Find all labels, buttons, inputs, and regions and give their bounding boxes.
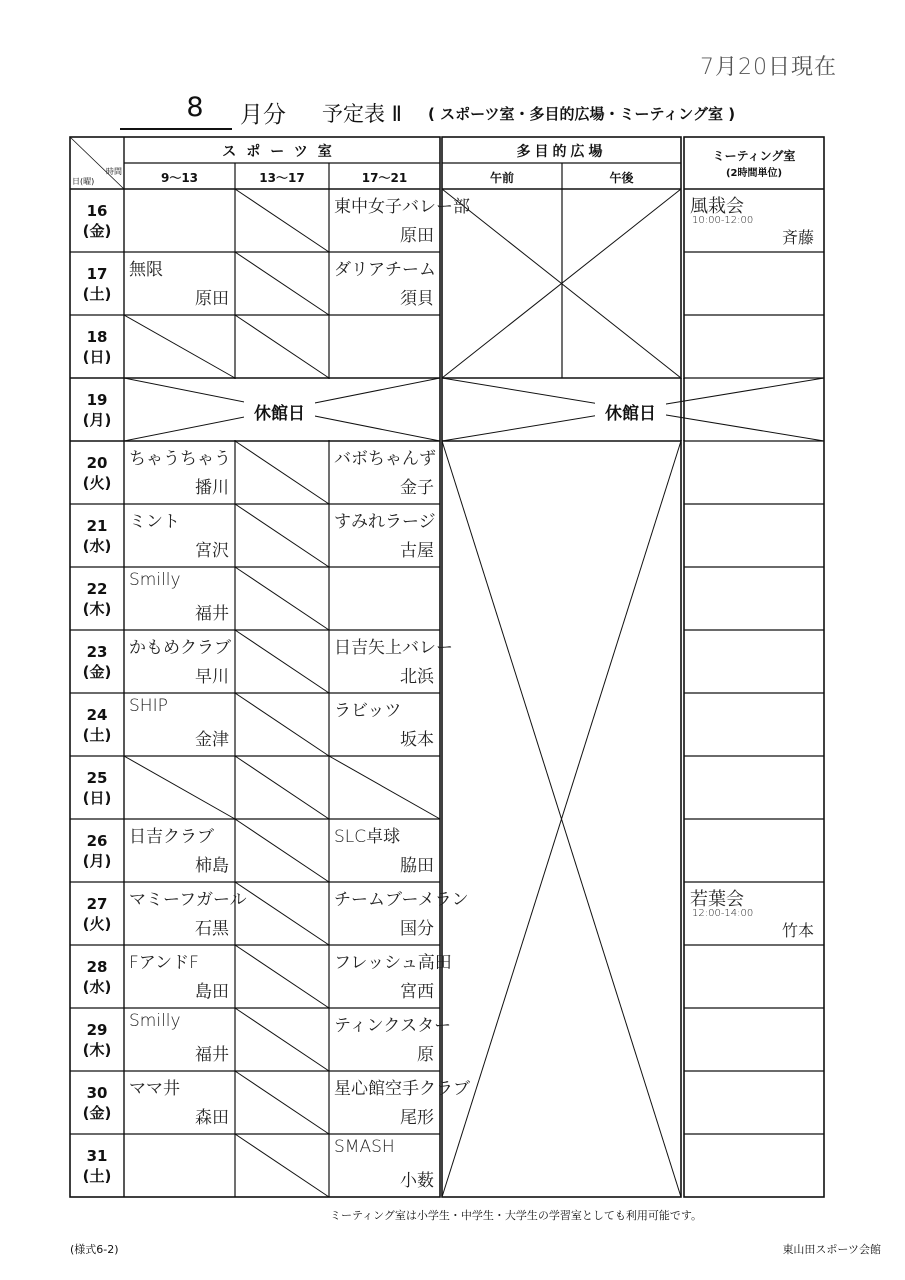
unavailable-slash [235,252,329,315]
day-cell [70,957,124,997]
day-cell [70,1083,124,1123]
day-date: 18 [86,327,108,346]
day-cell [70,1020,124,1060]
header-meeting-room: ミーティング室 [712,149,796,163]
day-weekday: (日) [82,347,112,366]
booking-team: 星心館空手クラブ [334,1079,470,1099]
day-date: 26 [86,831,108,850]
day-weekday: (火) [82,914,112,933]
booking-contact: 古屋 [400,541,434,561]
day-cell [70,1146,124,1186]
day-weekday: (木) [82,599,112,618]
booking-team: 無限 [129,260,163,280]
unavailable-slash [235,189,329,252]
booking-team: チームブーメラン [334,890,469,910]
header-slot-17-21: 17～21 [361,171,408,185]
day-date: 23 [86,642,108,661]
booking-contact: 柿島 [195,856,229,876]
day-date: 22 [86,579,108,598]
day-date: 25 [86,768,108,787]
meeting-block-border [684,137,824,1197]
day-cell [70,390,124,430]
day-weekday: (土) [82,284,112,303]
booking-team: Smilly [129,1011,181,1031]
day-cell [70,579,124,619]
booking-team: ちゃうちゃう [129,449,231,469]
day-weekday: (土) [82,1166,112,1185]
booking-team: ティンクスター [334,1016,452,1036]
unavailable-slash [235,945,329,1008]
booking-contact: 尾形 [400,1108,434,1128]
booking-contact: 国分 [400,919,434,939]
day-date: 17 [86,264,108,283]
title-month-label: 月分 [240,102,286,128]
booking-team: FアンドF [129,953,199,973]
meeting-time: 12:00-14:00 [692,908,754,919]
unavailable-slash [235,882,329,945]
current-date-note: 7月20日現在 [700,55,837,80]
booking-contact: 原田 [400,226,434,246]
booking-contact: 金津 [195,730,229,750]
unavailable-slash [235,315,329,378]
unavailable-slash [235,756,329,819]
header-time-label: 時間 [106,167,122,176]
unavailable-slash [235,1008,329,1071]
booking-team: ラビッツ [334,701,402,721]
day-cell [70,264,124,304]
title-subtitle: ( スポーツ室・多目的広場・ミーティング室 ) [428,105,736,123]
booking-contact: 早川 [195,667,229,687]
booking-contact: 原田 [195,289,229,309]
day-cell [70,894,124,934]
meeting-time: 10:00-12:00 [692,215,754,226]
booking-contact: 脇田 [400,856,434,876]
day-date: 21 [86,516,108,535]
booking-contact: 播川 [195,478,229,498]
unavailable-slash [124,756,235,819]
booking-contact: 島田 [195,982,229,1002]
unavailable-slash [235,567,329,630]
booking-contact: 石黒 [195,919,229,939]
day-cell [70,516,124,556]
header-sports-room: スポーツ室 [222,144,342,160]
day-weekday: (金) [82,662,112,681]
day-cell [70,768,124,808]
booking-team: マミーフガール [129,890,247,910]
booking-contact: 金子 [400,478,434,498]
title-schedule: 予定表 Ⅱ [322,102,403,126]
unavailable-slash [235,819,329,882]
booking-team: すみれラージ [334,512,436,532]
booking-contact: 坂本 [400,730,434,750]
closed-label-sports: 休館日 [244,399,315,424]
booking-contact: 原 [417,1045,434,1065]
booking-team: バボちゃんず [334,449,436,469]
header-multipurpose: 多目的広場 [516,144,607,160]
day-date: 29 [86,1020,108,1039]
day-date: 28 [86,957,108,976]
meeting-contact: 斉藤 [781,228,814,247]
day-weekday: (金) [82,1103,112,1122]
header-slot-9-13: 9～13 [160,171,199,185]
unavailable-slash [329,756,440,819]
unavailable-slash [235,441,329,504]
day-cell [70,201,124,241]
day-date: 16 [86,201,108,220]
day-weekday: (金) [82,221,112,240]
booking-team: 日吉矢上バレー [334,638,453,658]
day-date: 19 [86,390,108,409]
day-date: 30 [86,1083,108,1102]
booking-team: 日吉クラブ [129,827,214,847]
day-weekday: (火) [82,473,112,492]
unavailable-slash [235,504,329,567]
booking-team: フレッシュ高田 [334,953,452,973]
meeting-contact: 竹本 [781,921,814,940]
day-weekday: (月) [82,410,112,429]
booking-contact: 須貝 [400,289,434,309]
day-cell [70,642,124,682]
meeting-group: 風栽会 [690,196,744,217]
header-pm: 午後 [609,171,634,185]
unavailable-slash [235,1134,329,1197]
booking-contact: 宮沢 [195,541,229,561]
unavailable-slash [124,315,235,378]
day-date: 24 [86,705,108,724]
meeting-group: 若葉会 [690,889,744,910]
booking-team: かもめクラブ [129,638,231,658]
day-weekday: (水) [82,977,112,996]
booking-contact: 宮西 [400,982,434,1002]
booking-team: SMASH [334,1137,395,1157]
day-cell [70,453,124,493]
header-slot-13-17: 13～17 [259,171,305,185]
booking-contact: 小薮 [400,1171,434,1191]
header-meeting-unit: (2時間単位) [725,168,783,179]
day-weekday: (日) [82,788,112,807]
header-day-label: 日(曜) [72,177,95,186]
day-date: 31 [86,1146,108,1165]
booking-team: SLC卓球 [334,827,401,847]
booking-team: ミント [129,512,180,532]
footer-note: ミーティング室は小学生・中学生・大学生の学習室としても利用可能です。 [330,1209,703,1222]
form-number: (様式6-2) [70,1243,119,1256]
sports-block-border [70,137,440,1197]
day-cell [70,831,124,871]
day-date: 20 [86,453,108,472]
booking-team: 東中女子バレー部 [334,197,470,217]
booking-contact: 北浜 [400,667,434,687]
title-month: 8 [186,92,204,123]
booking-team: SHIP [129,696,168,716]
booking-team: Smilly [129,570,181,590]
header-am: 午前 [489,171,514,185]
booking-contact: 森田 [195,1108,229,1128]
day-weekday: (木) [82,1040,112,1059]
unavailable-slash [235,630,329,693]
unavailable-slash [235,1071,329,1134]
booking-team: ママ井 [129,1079,180,1099]
day-weekday: (月) [82,851,112,870]
day-date: 27 [86,894,108,913]
day-cell [70,705,124,745]
day-weekday: (土) [82,725,112,744]
day-cell [70,327,124,367]
organization-name: 東山田スポーツ会館 [782,1243,881,1256]
booking-contact: 福井 [195,604,229,624]
booking-team: ダリアチーム [334,260,436,280]
unavailable-slash [235,693,329,756]
closed-label-hall: 休館日 [595,399,666,424]
day-weekday: (水) [82,536,112,555]
booking-contact: 福井 [195,1045,229,1065]
